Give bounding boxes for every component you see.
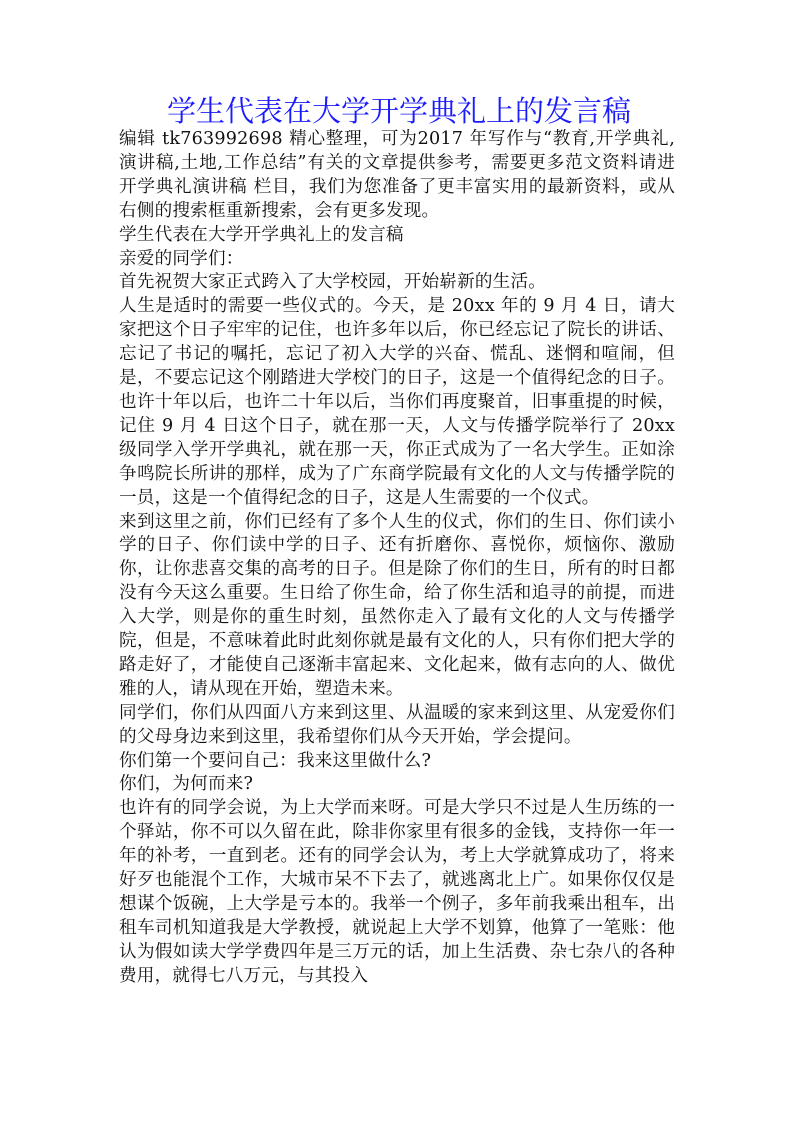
body-paragraph: 也许有的同学会说，为上大学而来呀。可是大学只不过是人生历练的一个驿站，你不可以久留在此，除非你家里有很多的金钱，支持你一年一年的补考，一直到老。还有的同学会认为，考上大学就算成功了，将来好歹也能混个工作，大城市呆不下去了，就逃离北上广。如果你仅仅是想谋个饭碗，上大学是亏本的。我举一个例子，多年前我乘出租车，出租车司机知道我是大学教授，就说起上大学不划算，他算了一笔账：他认为假如读大学学费四年是三万元的话，加上生活费、杂七杂八的各种费用，就得七八万元，与其投入: [119, 798, 675, 986]
body-paragraph: 人生是适时的需要一些仪式的。今天，是 20xx 年的 9 月 4 日，请大家把这个日子牢牢的记住，也许多年以后，你已经忘记了院长的讲话、忘记了书记的嘱托，忘记了初入大学的兴奋、慌乱、迷惘和喧闹，但是，不要忘记这个刚踏进大学校门的日子，这是一个值得纪念的日子。也许十年以后，也许二十年以后，当你们再度聚首，旧事重提的时候，记住 9 月 4 日这个日子，就在那一天，人文与传播学院举行了 20xx 级同学入学开学典礼，就在那一天，你正式成为了一名大学生。正如涂争鸣院长所讲的那样，成为了广东商学院最有文化的人文与传播学院的一员，这是一个值得纪念的日子，这是人生需要的一个仪式。: [119, 296, 675, 508]
body-paragraph: 你们第一个要问自己：我来这里做什么?: [119, 750, 432, 771]
document-body: [119, 128, 675, 989]
body-paragraph: 来到这里之前，你们已经有了多个人生的仪式，你们的生日、你们读小学的日子、你们读中学的日子、还有折磨你、喜悦你，烦恼你、激励你，让你悲喜交集的高考的日子。但是除了你们的生日，所有的时日都没有今天这么重要。生日给了你生命，给了你生活和追寻的前提，而进入大学，则是你的重生时刻，虽然你走入了最有文化的人文与传播学院，但是，不意味着此时此刻你就是最有文化的人，只有你们把大学的路走好了，才能使自己逐渐丰富起来、文化起来，做有志向的人、做优雅的人，请从现在开始，塑造未来。: [119, 511, 675, 699]
salutation-paragraph: 亲爱的同学们：: [119, 248, 244, 269]
editor-note-paragraph: 编辑 tk763992698 精心整理，可为2017 年写作与“教育,开学典礼,演讲稿,土地,工作总结”有关的文章提供参考，需要更多范文资料请进 开学典礼演讲稿 栏目，我们为您准备了更丰富实用的最新资料，或从右侧的搜索框重新搜索，会有更多发现。: [119, 129, 675, 221]
subtitle-paragraph: 学生代表在大学开学典礼上的发言稿: [119, 224, 404, 245]
body-paragraph: 首先祝贺大家正式跨入了大学校园，开始崭新的生活。: [119, 272, 547, 293]
document-page: [119, 94, 675, 989]
body-paragraph: 同学们，你们从四面八方来到这里、从温暖的家来到这里、从宠爱你们的父母身边来到这里，我希望你们从今天开始，学会提问。: [119, 702, 675, 747]
document-title: 学生代表在大学开学典礼上的发言稿: [166, 94, 631, 128]
body-paragraph: 你们，为何而来?: [119, 774, 254, 795]
